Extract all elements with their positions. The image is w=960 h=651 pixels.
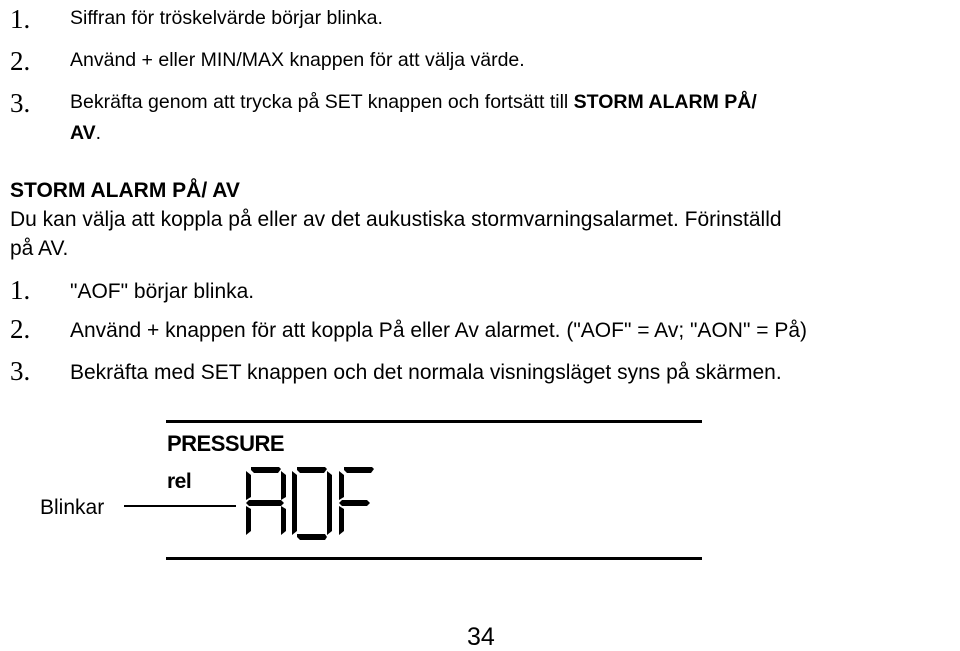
section-paragraph-line-2: på AV. [10, 237, 69, 260]
rel-label: rel [167, 470, 192, 493]
lcd-segment-display [243, 464, 383, 540]
step-text: Använd + knappen för att koppla På eller Av alarmet. ("AOF" = Av; "AON" = På) [70, 319, 808, 342]
step-text-bold-cont: AV [70, 122, 96, 144]
step-number: 3. [10, 88, 31, 118]
step-text: Siffran för tröskelvärde börjar blinka. [70, 7, 383, 29]
step-text-line [70, 93, 757, 113]
page-number: 34 [467, 623, 495, 651]
figure-bottom-rule [166, 557, 702, 560]
pointer-line [124, 505, 236, 507]
step-number: 3. [10, 356, 31, 386]
step-number: 2. [10, 314, 31, 344]
section-paragraph-line-1: Du kan välja att koppla på eller av det aukustiska stormvarningsalarmet. Förinställd [10, 208, 782, 231]
step-text: Bekräfta med SET knappen och det normala visningsläget syns på skärmen. [70, 361, 782, 384]
step-number: 1. [10, 275, 31, 305]
step-text-end: . [95, 122, 102, 144]
step-number: 1. [10, 4, 31, 34]
step-text-bold: STORM ALARM PÅ/ [573, 91, 757, 113]
step-text-continuation [70, 124, 101, 144]
step-text: Bekräfta genom att trycka på SET knappen och fortsätt till [70, 91, 574, 113]
step-text: "AOF" börjar blinka. [70, 280, 255, 303]
figure-top-rule [166, 420, 702, 423]
step-number: 2. [10, 46, 31, 76]
step-text: Använd + eller MIN/MAX knappen för att välja värde. [70, 49, 525, 71]
pressure-label: PRESSURE [167, 431, 285, 456]
section-heading: STORM ALARM PÅ/ AV [10, 179, 240, 202]
blinkar-label: Blinkar [40, 496, 105, 519]
